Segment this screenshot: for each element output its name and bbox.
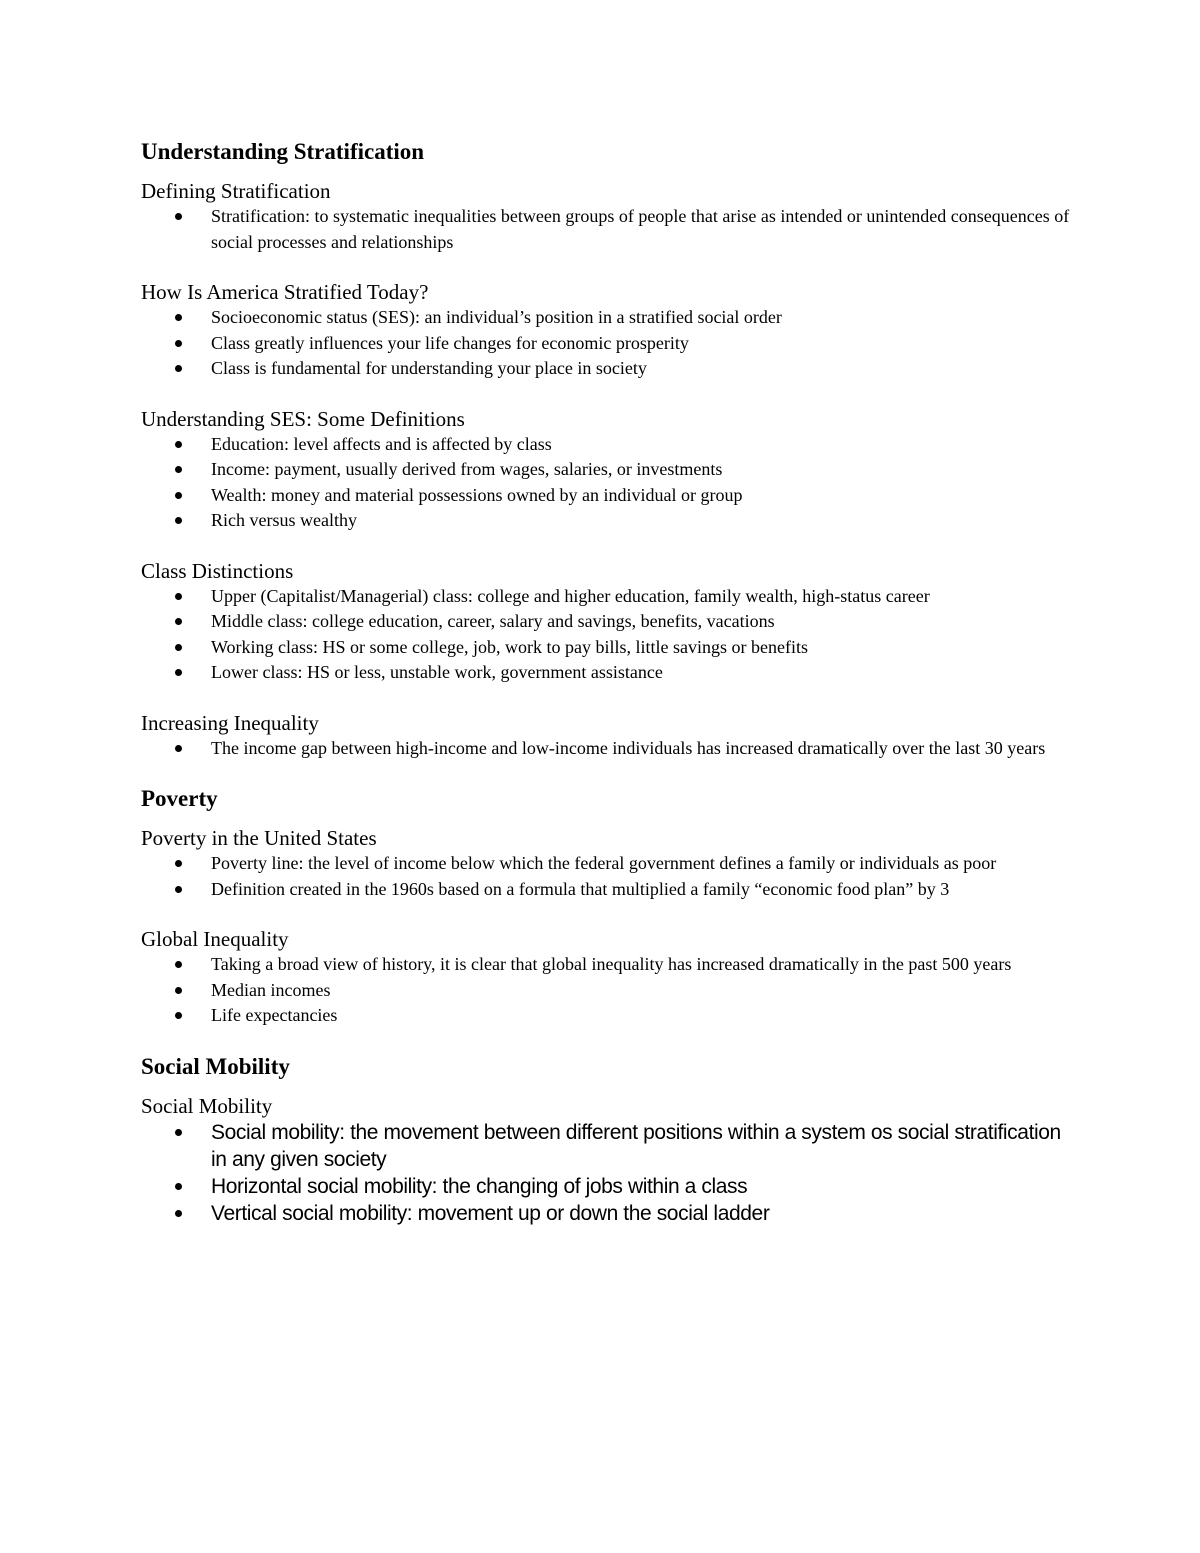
bullet-icon [175, 618, 182, 625]
section-poverty [141, 785, 1071, 1029]
bullet-icon [175, 987, 182, 994]
list-item [141, 432, 1071, 458]
section-social-mobility [141, 1053, 1071, 1227]
bullet-list [141, 305, 1071, 382]
subsection-heading: Increasing Inequality [141, 710, 319, 735]
list-item-text: Education: level affects and is affected by class [211, 433, 552, 454]
list-item [141, 331, 1071, 357]
subsection-heading: Class Distinctions [141, 558, 294, 583]
subsection-heading: Social Mobility [141, 1093, 273, 1118]
list-item-text: Stratification: to systematic inequalities between groups of people that arise as intended or unintended consequences of social processes and relationships [211, 206, 1070, 252]
list-item-text: Median incomes [211, 979, 331, 1000]
bullet-icon [175, 961, 182, 968]
list-item [141, 1200, 1071, 1227]
list-item-text: Horizontal social mobility: the changing of jobs within a class [211, 1174, 748, 1198]
list-item-text: Class greatly influences your life changes for economic prosperity [211, 332, 689, 353]
list-item-text: Rich versus wealthy [211, 510, 357, 530]
subsection-heading: Defining Stratification [141, 179, 331, 203]
section-understanding-stratification [141, 138, 1071, 761]
bullet-icon [175, 340, 182, 347]
subsection-social-mobility [141, 1093, 1071, 1227]
list-item-text: Wealth: money and material possessions owned by an individual or group [211, 484, 743, 505]
bullet-icon [175, 860, 182, 867]
list-item [141, 1173, 1071, 1200]
bullet-icon [175, 441, 182, 448]
list-item-text: Poverty line: the level of income below which the federal government defines a family or individuals as poor [211, 853, 997, 873]
list-item [141, 356, 1071, 382]
bullet-list [141, 952, 1071, 1029]
list-item-text: Lower class: HS or less, unstable work, government assistance [211, 662, 663, 682]
list-item-text: Definition created in the 1960s based on a formula that multiplied a family “economic food plan” by 3 [211, 878, 950, 899]
list-item-text: Upper (Capitalist/Managerial) class: college and higher education, family wealth, high-status career [211, 585, 930, 606]
bullet-icon [175, 593, 182, 600]
bullet-icon [175, 669, 182, 676]
subsection-increasing-inequality [141, 710, 1071, 762]
bullet-list [141, 584, 1071, 686]
list-item [141, 584, 1071, 610]
bullet-icon [175, 365, 182, 372]
bullet-list [141, 736, 1071, 762]
subsection-poverty-us [141, 825, 1071, 902]
bullet-icon [175, 466, 182, 473]
bullet-icon [175, 644, 182, 651]
bullet-list [141, 1119, 1071, 1227]
list-item [141, 508, 1071, 534]
list-item [141, 1119, 1071, 1173]
bullet-list [141, 851, 1071, 902]
bullet-icon [175, 1012, 182, 1019]
list-item [141, 978, 1071, 1004]
bullet-icon [175, 492, 182, 499]
bullet-icon [175, 517, 182, 524]
list-item [141, 877, 1071, 903]
list-item-text: The income gap between high-income and low-income individuals has increased dramatically over the last 30 years [211, 737, 1046, 758]
subsection-heading: Global Inequality [141, 927, 289, 951]
list-item-text: Life expectancies [211, 1005, 338, 1025]
list-item-text: Working class: HS or some college, job, work to pay bills, little savings or benefits [211, 636, 808, 657]
list-item-text: Social mobility: the movement between different positions within a system os social stratification in any given society [211, 1120, 1061, 1171]
bullet-icon [175, 886, 182, 893]
bullet-list [141, 432, 1071, 534]
document-page [141, 138, 1071, 1251]
section-title: Social Mobility [141, 1053, 290, 1079]
section-title: Poverty [141, 786, 218, 811]
bullet-icon [175, 1129, 182, 1136]
section-title: Understanding Stratification [141, 139, 425, 164]
list-item [141, 736, 1071, 762]
list-item [141, 635, 1071, 661]
subsection-heading: How Is America Stratified Today? [141, 280, 429, 304]
list-item [141, 952, 1071, 978]
list-item [141, 609, 1071, 635]
list-item-text: Class is fundamental for understanding your place in society [211, 358, 647, 378]
list-item-text: Vertical social mobility: movement up or down the social ladder [211, 1201, 770, 1225]
bullet-icon [175, 314, 182, 321]
subsection-ses-definitions [141, 406, 1071, 534]
list-item-text: Taking a broad view of history, it is clear that global inequality has increased dramatically in the past 500 years [211, 954, 1012, 974]
list-item [141, 204, 1071, 255]
list-item [141, 851, 1071, 877]
list-item-text: Middle class: college education, career, salary and savings, benefits, vacations [211, 611, 775, 631]
subsection-defining-stratification [141, 178, 1071, 255]
list-item [141, 660, 1071, 686]
subsection-heading: Understanding SES: Some Definitions [141, 406, 465, 431]
list-item [141, 483, 1071, 509]
list-item-text: Socioeconomic status (SES): an individual’s position in a stratified social order [211, 307, 782, 327]
list-item-text: Income: payment, usually derived from wages, salaries, or investments [211, 459, 723, 479]
subsection-america-stratified [141, 279, 1071, 382]
subsection-global-inequality [141, 926, 1071, 1029]
subsection-heading: Poverty in the United States [141, 826, 377, 850]
bullet-list [141, 204, 1071, 255]
bullet-icon [175, 745, 182, 752]
list-item [141, 305, 1071, 331]
list-item [141, 1003, 1071, 1029]
bullet-icon [175, 213, 182, 220]
bullet-icon [175, 1183, 182, 1190]
bullet-icon [175, 1210, 182, 1217]
subsection-class-distinctions [141, 558, 1071, 686]
list-item [141, 457, 1071, 483]
